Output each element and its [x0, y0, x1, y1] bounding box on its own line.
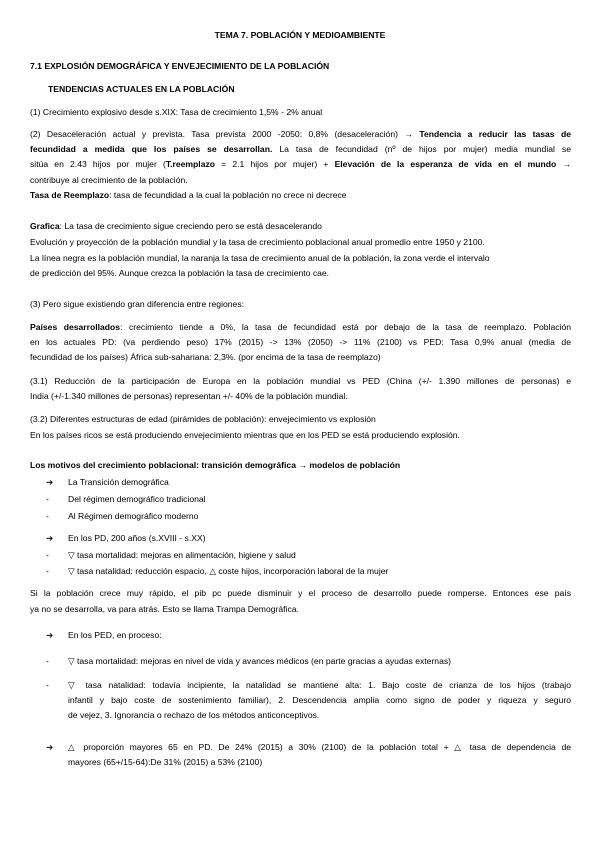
grafica-line-2: Evolución y proyección de la población mundial y la tasa de crecimiento poblacional anual promedio entre 1950 y 2100.: [30, 237, 485, 247]
text-span: →: [556, 159, 571, 169]
bold-span: Tasa de Reemplazo: [30, 190, 110, 200]
paragraph-3-1-line-1: (3.1) Reducción de la participación de Europa en la población mundial vs PED (China (+/- 1.390 millones de personas) e: [30, 376, 571, 386]
dash-bullet: -: [46, 656, 49, 666]
grafica-line-4: de predicción del 95%. Aunque crezca la población la tasa de crecimiento cae.: [30, 268, 330, 278]
motivos-heading: Los motivos del crecimiento poblacional: transición demográfica → modelos de población: [30, 460, 401, 470]
bold-span: T.reemplazo: [165, 159, 216, 169]
natalidad-line-3: de vejez, 3. Ignorancia o rechazo de los métodos anticonceptivos.: [68, 710, 320, 720]
mayores-line-2: mayores (65+/15-64):De 31% (2015) a 53% (2100): [68, 757, 263, 767]
dash-bullet: -: [46, 511, 49, 521]
natalidad-line-1: ▽ tasa natalidad: todavía incipiente, la natalidad se mantiene alta: 1. Bajo coste de crianza de los hijos (trabajo: [68, 680, 571, 690]
paragraph-2-line-1: [30, 129, 571, 140]
list-item: [46, 550, 587, 560]
trampa-line-1: Si la población crece muy rápido, el pib pc puede disminuir y el proceso de desarrollo puede romperse. Entonces ese país: [30, 588, 571, 598]
bold-span: Grafica: [30, 221, 60, 231]
list-item-text: ▽ tasa natalidad: reducción espacio, △ coste hijos, incorporación laboral de la mujer: [68, 566, 389, 576]
paragraph-3: (3) Pero sigue existiendo gran diferencia entre regiones:: [30, 299, 245, 309]
grafica-line-1: [30, 221, 571, 231]
paragraph-1: (1) Crecimiento explosivo desde s.XIX: Tasa de crecimiento 1,5% - 2% anual: [30, 107, 323, 117]
list-item: [46, 511, 587, 521]
desarrollados-line-2: en los actuales PD: (va perdiendo peso) 17% (2015) -> 13% (2050) -> 11% (2100) vs PED: Tasa 0,9% anual (media de: [30, 337, 571, 347]
dash-bullet: -: [46, 494, 49, 504]
paragraph-2-line-3: [30, 159, 571, 170]
document-title: TEMA 7. POBLACIÓN Y MEDIOAMBIENTE: [214, 30, 386, 40]
subheading: TENDENCIAS ACTUALES EN LA POBLACIÓN: [48, 84, 235, 94]
grafica-line-3: La línea negra es la población mundial, la naranja la tasa de crecimiento anual de la población, la zona verde el intervalo: [30, 253, 490, 263]
list-item-text: Del régimen demográfico tradicional: [68, 494, 206, 504]
desarrollados-line-3: fecundidad de los países) África sub-sahariana: 2,3%. (por encima de la tasa de reemplazo): [30, 352, 381, 362]
list-item: [46, 656, 571, 666]
list-item: [46, 477, 587, 487]
dash-bullet: -: [46, 550, 49, 560]
paragraph-3-1-line-2: India (+/-1.340 millones de personas) representan +/- 40% de la población mundial.: [30, 391, 348, 401]
arrow-icon: ➔: [46, 477, 54, 487]
arrow-icon: ➔: [46, 533, 54, 543]
arrow-icon: ➔: [46, 742, 54, 752]
arrow-icon: ➔: [46, 630, 54, 640]
bold-span: Países desarrollados: [30, 322, 121, 332]
natalidad-line-2: infantil y bajo coste de sostenimiento familiar), 2. Descendencia amplia como signo de poder y riqueza y seguro: [68, 695, 571, 705]
paragraph-3-2-line-2: En los países ricos se está produciendo envejecimiento mientras que en los PED se está produciendo explosión.: [30, 430, 460, 440]
paragraph-3-2-line-1: (3.2) Diferentes estructuras de edad (pirámides de población): envejecimiento vs explosión: [30, 414, 376, 424]
text-span: = 2.1 hijos por mujer) +: [215, 159, 335, 169]
text-span: : crecimiento tiende a 0%, la tasa de fecundidad está por debajo de la tasa de reemplazo. Población: [120, 322, 571, 332]
bold-span: Tendencia a reducir las tasas de: [419, 129, 571, 139]
mayores-line-1: △ proporción mayores 65 en PD. De 24% (2015) a 30% (2100) de la población total + △ tasa de dependencia de: [68, 742, 571, 752]
section-heading: 7.1 EXPLOSIÓN DEMOGRÁFICA Y ENVEJECIMIENTO DE LA POBLACIÓN: [30, 61, 330, 71]
bold-span: fecundidad a medida que los países se desarrollan.: [30, 144, 273, 154]
list-item-text: Al Régimen demográfico moderno: [68, 511, 199, 521]
text-span: : tasa de fecundidad a la cual la población no crece ni decrece: [109, 190, 347, 200]
list-item: [46, 494, 587, 504]
bold-span: Elevación de la esperanza de vida en el mundo: [334, 159, 557, 169]
text-span: (2) Desaceleración actual y prevista. Tasa prevista 2000 -2050: 0,8% (desaceleración) →: [30, 129, 420, 139]
list-item-text: En los PED, en proceso:: [68, 630, 162, 640]
paragraph-2-line-2: [30, 144, 571, 155]
paragraph-2-line-4: contribuye al crecimiento de la población.: [30, 175, 188, 185]
text-span: : La tasa de crecimiento sigue creciendo pero se está desacelerando: [59, 221, 322, 231]
desarrollados-line-1: [30, 322, 571, 333]
list-item: [46, 630, 587, 640]
list-item-text: La Transición demográfica: [68, 477, 169, 487]
list-item: [46, 566, 587, 576]
tasa-reemplazo-definition: [30, 190, 571, 200]
text-span: La tasa de fecundidad (nº de hijos por mujer) media mundial se: [272, 144, 571, 154]
text-span: sitúa en 2.43 hijos por mujer (: [30, 159, 166, 169]
dash-bullet: -: [46, 680, 49, 690]
trampa-line-2: ya no se desarrolla, va para atrás. Esto se llama Trampa Demográfica.: [30, 604, 299, 614]
list-item-text: ▽ tasa mortalidad: mejoras en nivel de vida y avances médicos (en parte gracias a ayudas externas): [68, 656, 452, 666]
list-item-text: En los PD, 200 años (s.XVIII - s.XX): [68, 533, 206, 543]
dash-bullet: -: [46, 566, 49, 576]
list-item-text: ▽ tasa mortalidad: mejoras en alimentación, higiene y salud: [68, 550, 296, 560]
list-item: [46, 533, 587, 543]
